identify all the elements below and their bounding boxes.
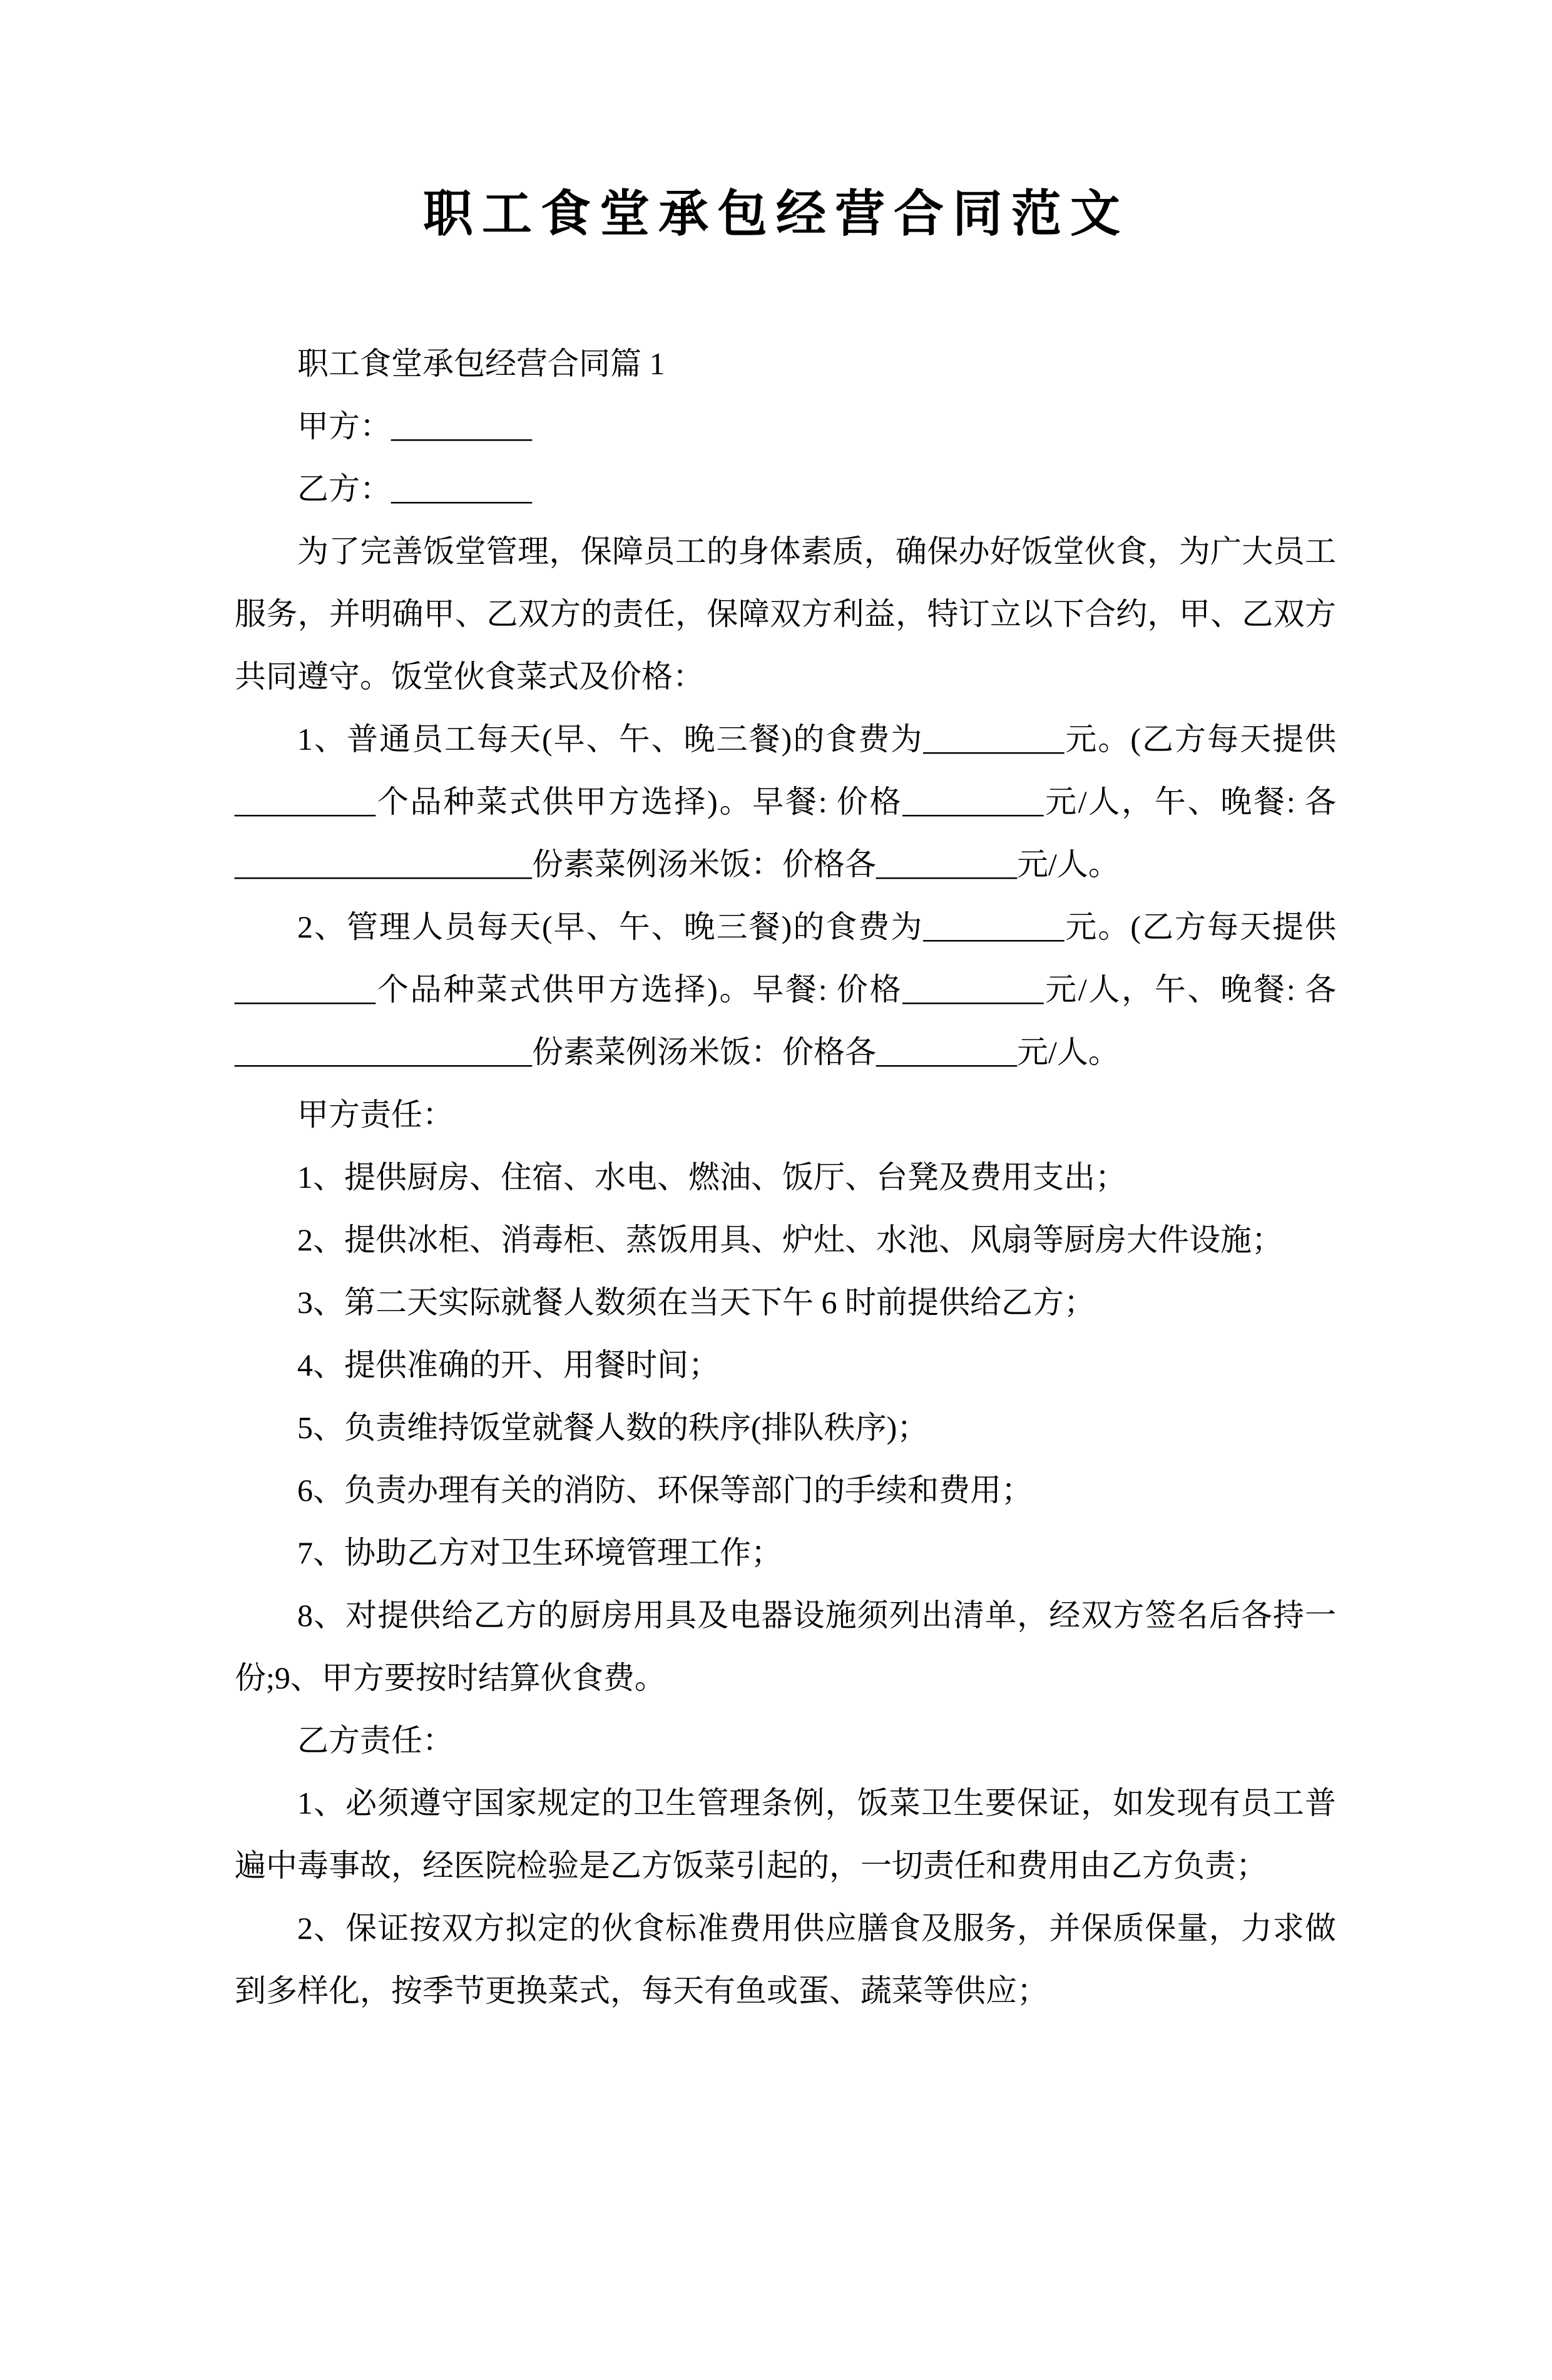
party-a-item-3: 3、第二天实际就餐人数须在当天下午 6 时前提供给乙方； [297, 1285, 1095, 1320]
document-body [235, 332, 1336, 2022]
heading-party-a-responsibilities: 甲方责任： [297, 1097, 454, 1132]
party-b-blank-line: 乙方：_________ [297, 471, 532, 506]
clause-meal-price-regular-staff: 1、普通员工每天(早、午、晚三餐)的食费为_________元。(乙方每天提供_________个品种菜式供甲方选择)。早餐: 价格_________元/人，午、晚餐: 各___________________份素菜例汤米饭：价格各_________元/人。 [235, 722, 1336, 882]
party-a-item-8-9: 8、对提供给乙方的厨房用具及电器设施须列出清单，经双方签名后各持一份;9、甲方要按时结算伙食费。 [235, 1598, 1336, 1695]
document-page [0, 185, 1552, 2380]
party-a-item-4: 4、提供准确的开、用餐时间； [297, 1347, 720, 1382]
party-a-blank-line: 甲方：_________ [297, 409, 532, 444]
subtitle-part-1: 职工食堂承包经营合同篇 1 [297, 346, 665, 381]
party-b-item-1: 1、必须遵守国家规定的卫生管理条例，饭菜卫生要保证，如发现有员工普遍中毒事故，经医院检验是乙方饭菜引起的，一切责任和费用由乙方负责； [235, 1785, 1336, 1883]
intro-paragraph: 为了完善饭堂管理，保障员工的身体素质，确保办好饭堂伙食，为广大员工服务，并明确甲、乙双方的责任，保障双方利益，特订立以下合约，甲、乙双方共同遵守。饭堂伙食菜式及价格： [235, 534, 1336, 694]
clause-meal-price-management-staff: 2、管理人员每天(早、午、晚三餐)的食费为_________元。(乙方每天提供_________个品种菜式供甲方选择)。早餐: 价格_________元/人，午、晚餐: 各___________________份素菜例汤米饭：价格各_________元/人。 [235, 909, 1336, 1070]
party-a-item-7: 7、协助乙方对卫生环境管理工作； [297, 1535, 782, 1570]
party-a-item-2: 2、提供冰柜、消毒柜、蒸饭用具、炉灶、水池、风扇等厨房大件设施； [297, 1222, 1283, 1257]
party-a-item-6: 6、负责办理有关的消防、环保等部门的手续和费用； [297, 1473, 1033, 1508]
party-b-item-2: 2、保证按双方拟定的伙食标准费用供应膳食及服务，并保质保量，力求做到多样化，按季节更换菜式，每天有鱼或蛋、蔬菜等供应； [235, 1911, 1336, 2008]
document-title: 职工食堂承包经营合同范文 [423, 187, 1129, 242]
heading-party-b-responsibilities: 乙方责任： [297, 1723, 454, 1758]
party-a-item-1: 1、提供厨房、住宿、水电、燃油、饭厅、台凳及费用支出； [297, 1160, 1126, 1195]
party-a-item-5: 5、负责维持饭堂就餐人数的秩序(排队秩序)； [297, 1410, 929, 1445]
